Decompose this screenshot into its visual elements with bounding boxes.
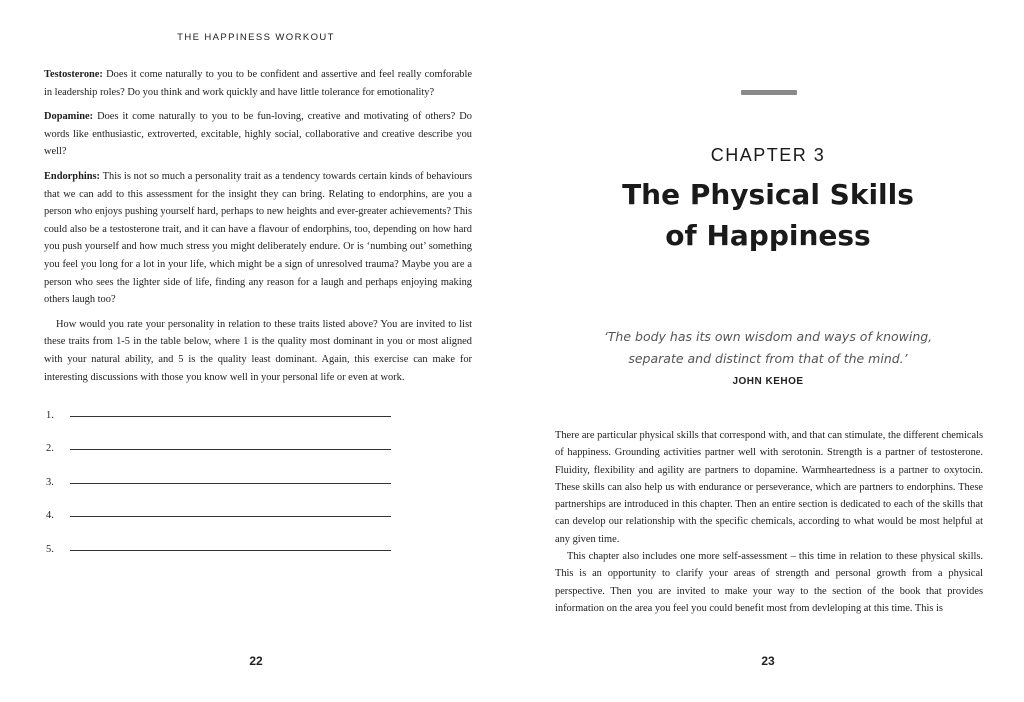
body-paragraph-1: There are particular physical skills that correspond with, and that can stimulate, the different chemicals of happiness. Grounding activities partner well with serotonin. Strength is a partner of testosterone. Fluidity, flexibility and agility are partners to dopamine. Warmheartedness is a partner to oxytocin. These skills can also help us with endurance or perseverance, which are partners to endorphins. These partnerships are introduced in this chapter. Then an entire section is dedicated to each of the skills that can develop our relationship with the specific chemicals, according to what would be most helpful at any given time. xyxy=(555,430,983,545)
ranking-item-4 xyxy=(46,488,391,522)
text-testosterone: Does it come naturally to you to be confident and assertive and feel really comforable in leadership roles? Do you think and work quickly and have little tolerance for emotionality? xyxy=(44,69,472,98)
ranking-item-5 xyxy=(46,521,391,555)
paragraph-endorphins xyxy=(44,168,472,309)
chapter-title-line-1: The Physical Skills xyxy=(622,178,914,211)
text-dopamine: Does it come naturally to you to be fun-loving, creative and motivating of others? Do words like enthusiastic, extroverted, excitable, highly social, collaborative and creative describe you well? xyxy=(44,111,472,158)
ranking-number: 1. xyxy=(46,409,54,421)
ranking-number: 4. xyxy=(46,510,54,521)
chapter-title-line-2: of Happiness xyxy=(665,219,871,252)
chapter-label: CHAPTER 3 xyxy=(710,145,826,165)
answer-line xyxy=(70,540,391,551)
epigraph-quote xyxy=(572,326,964,370)
ranking-item-1 xyxy=(46,387,391,421)
ranking-item-3 xyxy=(46,454,391,488)
text-endorphins: This is not so much a personality trait as a tendency towards certain kinds of behaviours that we can add to this assessment for the insight they can bring. Relating to endorphins, are you a person who enjoys pushing yourself hard, perhaps to new heights and ever-greater achievements? This could also be a testosterone trait, and it can have a flavour of endorphins, too, depending on how hard you push yourself and how much stress you might deliberately endure. Or is ‘numbing out’ something you feel you long for a lot in your life, which might be a sign of unresolved trauma? Maybe you are a person who sees the lighter side of life, finding any reason for a laugh and perhaps enjoying making others laugh too? xyxy=(44,170,472,306)
ranking-number: 3. xyxy=(46,476,54,488)
ranking-item-2 xyxy=(46,421,391,455)
running-head: THE HAPPINESS WORKOUT xyxy=(177,32,335,43)
page-number-left: 22 xyxy=(249,654,263,668)
term-endorphins: Endorphins: xyxy=(44,170,101,182)
paragraph-rating-instructions: How would you rate your personality in relation to these traits listed above? You are invited to list these traits from 1-5 in the table below, where 1 is the quality most dominant in you or most aligned with your natural ability, and 5 is the quality least dominant. Again, this exercise can make for interesting discussions with those you know well in your personal life or even at work. xyxy=(44,318,472,383)
chapter-title xyxy=(512,174,1024,256)
paragraph-dopamine xyxy=(44,108,472,161)
ranking-list xyxy=(46,387,391,555)
epigraph-line-2: separate and distinct from that of the mind.’ xyxy=(628,351,908,366)
term-dopamine: Dopamine: xyxy=(44,111,94,123)
epigraph-attribution: JOHN KEHOE xyxy=(732,376,804,387)
answer-line xyxy=(70,473,391,484)
paragraph-testosterone xyxy=(44,66,472,101)
epigraph-line-1: ‘The body has its own wisdom and ways of knowing, xyxy=(603,329,933,344)
page-number-right: 23 xyxy=(761,654,775,668)
answer-line xyxy=(70,439,391,450)
chapter-ornament-bar xyxy=(741,90,797,95)
right-page xyxy=(512,0,1024,702)
left-body-text xyxy=(44,66,472,393)
right-body-text xyxy=(555,427,983,617)
answer-line xyxy=(70,406,391,417)
body-paragraph-2: This chapter also includes one more self-assessment – this time in relation to these physical skills. This is an opportunity to clarify your areas of strength and personal growth from a physical perspective. Then you are invited to make your way to the section of the book that provides information on the area you feel you could benefit most from devleloping at this time. This is xyxy=(555,551,983,614)
answer-line xyxy=(70,506,391,517)
ranking-number: 5. xyxy=(46,543,54,555)
term-testosterone: Testosterone: xyxy=(44,69,103,80)
ranking-number: 2. xyxy=(46,443,54,454)
